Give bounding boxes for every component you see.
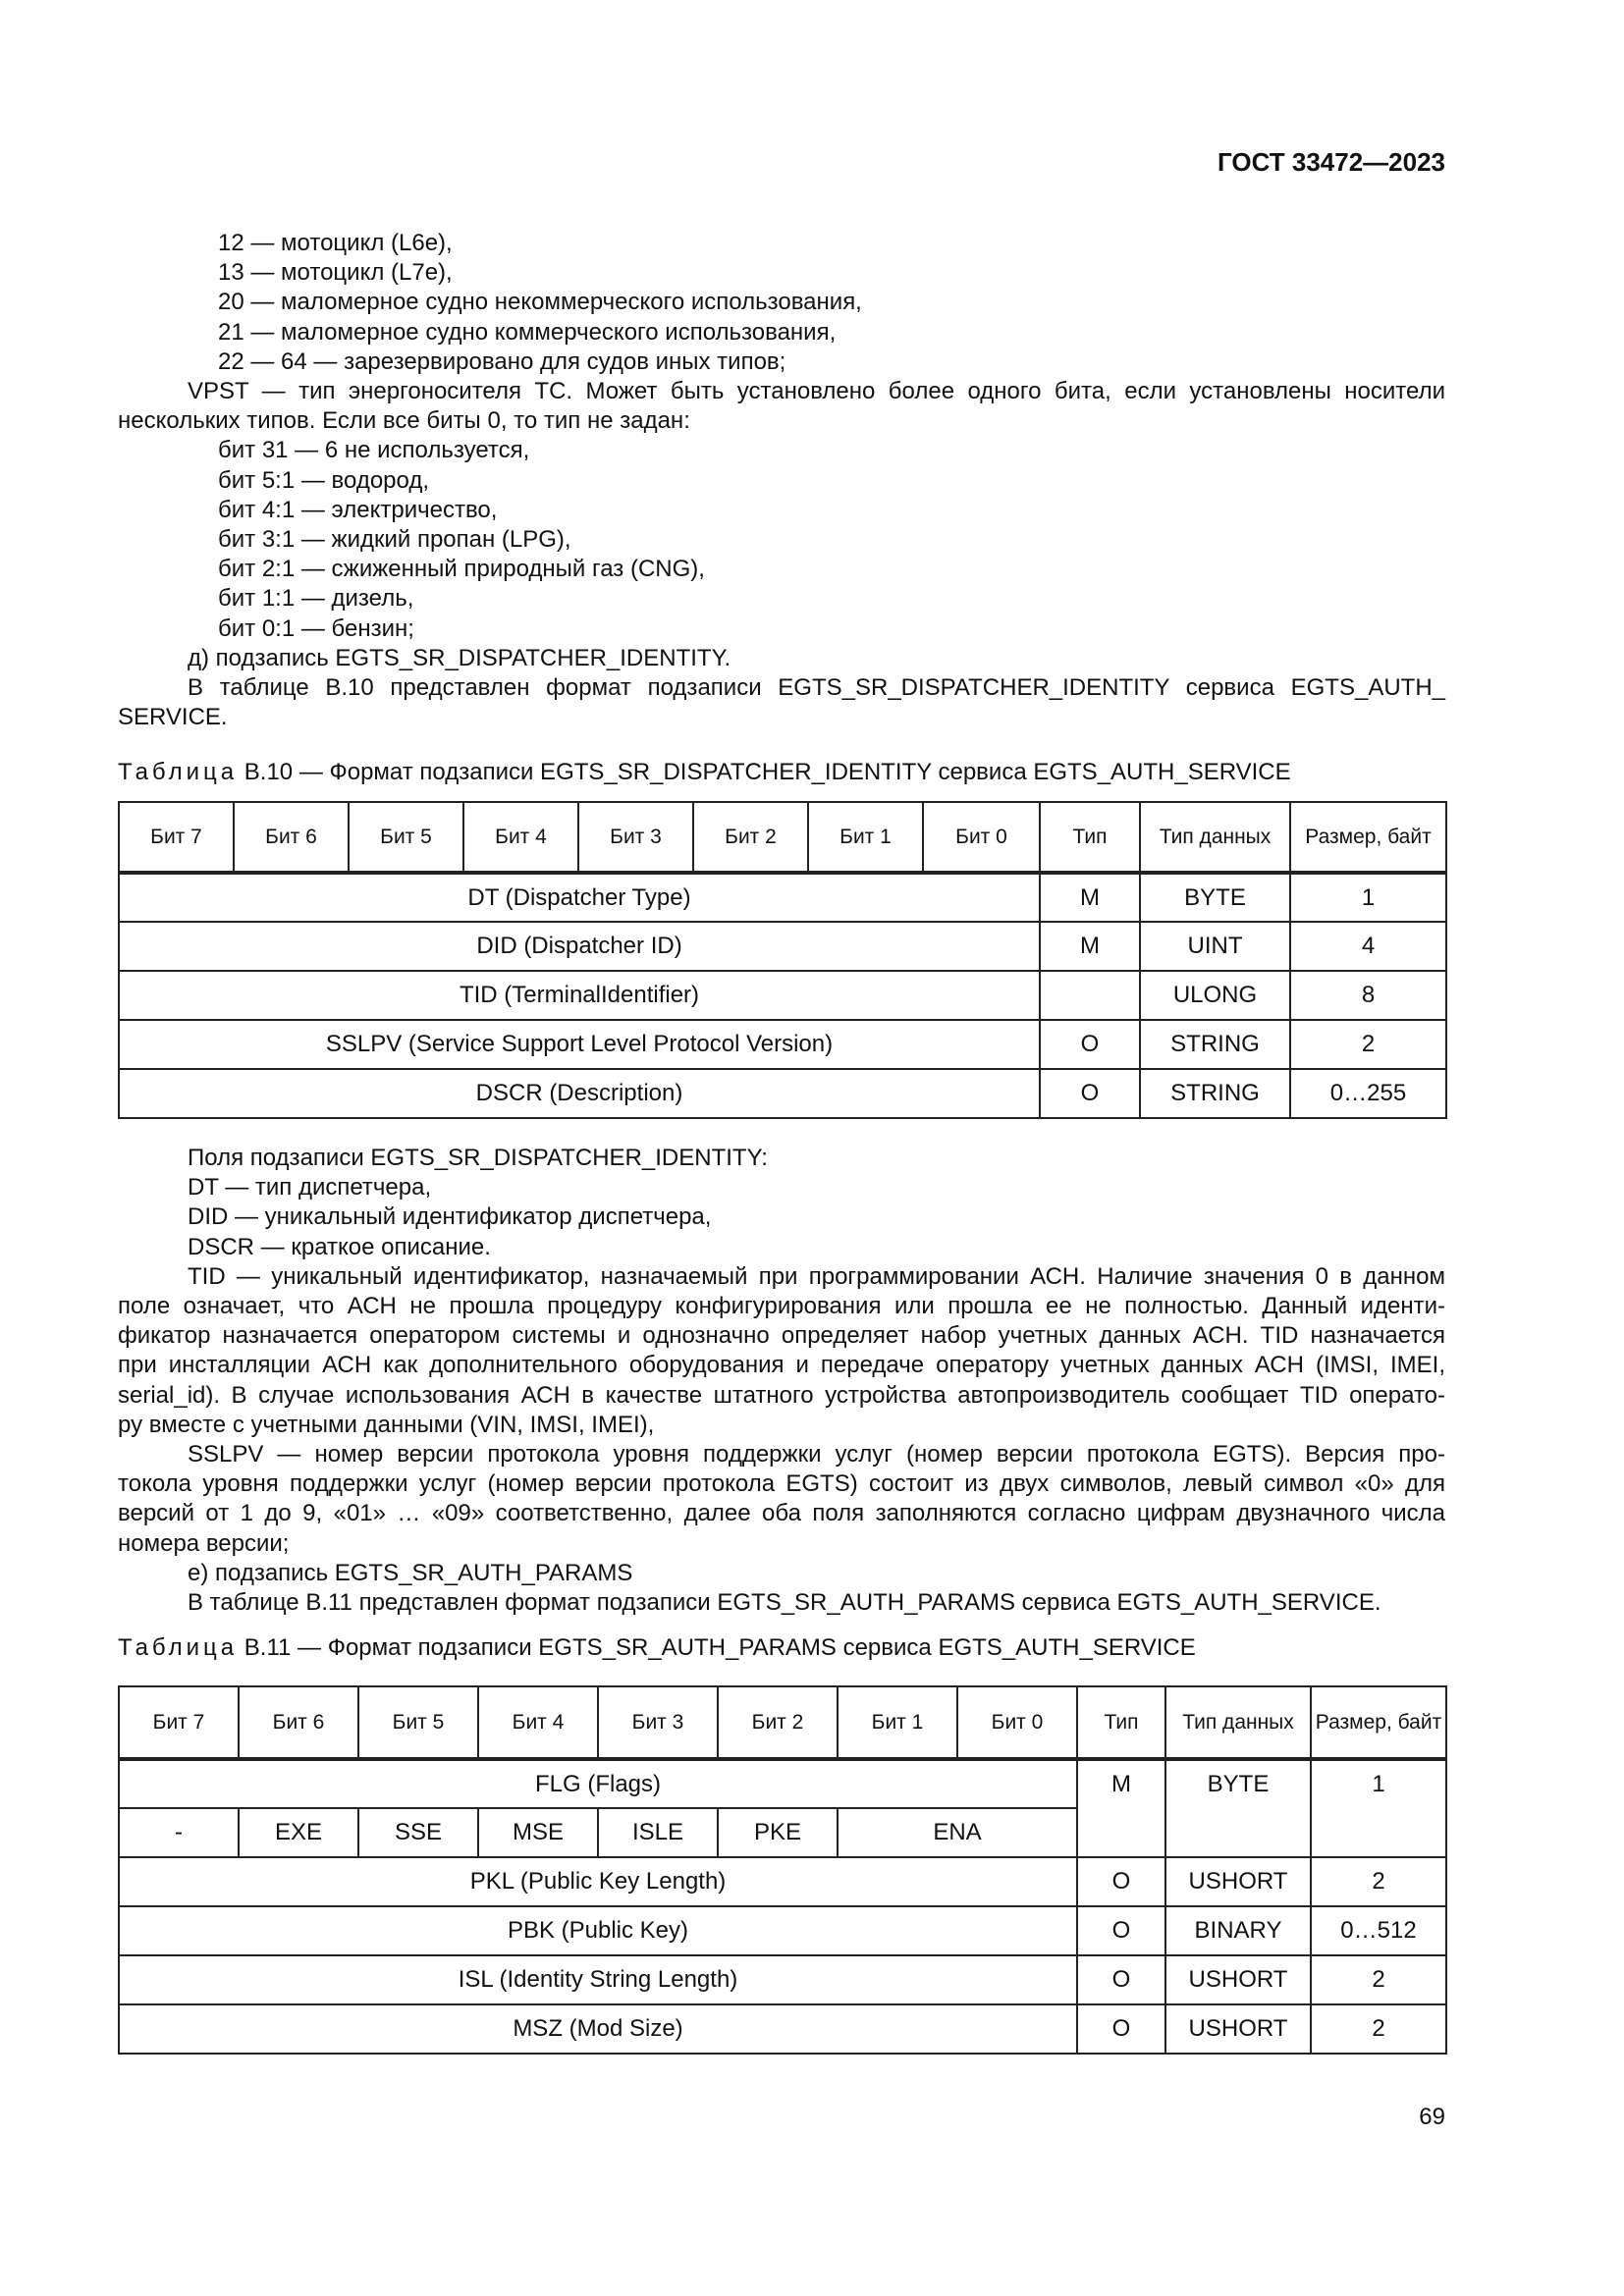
- table10-caption: [118, 758, 1291, 787]
- bit-cell: SSE: [358, 1808, 478, 1857]
- table11-header-row: [119, 1686, 1446, 1759]
- header-cell: Бит 2: [718, 1686, 838, 1759]
- table-row: [119, 873, 1446, 922]
- text-line: DSCR — краткое описание.: [188, 1233, 491, 1260]
- header-cell: Бит 4: [478, 1686, 598, 1759]
- header-cell: Бит 2: [693, 802, 808, 873]
- field-cell: PBK (Public Key): [119, 1906, 1077, 1955]
- text-line: 12 — мотоцикл (L6e),: [218, 230, 453, 256]
- bit-cell: -: [119, 1808, 239, 1857]
- text-line: бит 1:1 — дизель,: [218, 585, 414, 613]
- text-line: при инсталляции АСН как дополнительного оборудования и передаче оператору учетных данных АСН (IMSI, IMEI,: [118, 1352, 1445, 1379]
- table11-caption-prefix: Таблица: [118, 1634, 239, 1661]
- field-cell: DSCR (Description): [119, 1069, 1040, 1118]
- bit-cell: MSE: [478, 1808, 598, 1857]
- data-type-cell: STRING: [1140, 1069, 1290, 1118]
- type-cell: O: [1077, 1955, 1165, 2004]
- type-cell: M: [1040, 873, 1140, 922]
- type-cell: O: [1040, 1020, 1140, 1069]
- text-line: нескольких типов. Если все биты 0, то тип не задан:: [118, 407, 690, 435]
- table-row: [119, 1857, 1446, 1906]
- text-line: 21 — маломерное судно коммерческого использования,: [218, 318, 837, 346]
- text-line: токола уровня поддержки услуг (номер версии протокола EGTS) состоит из двух символов, левый символ «0» для: [118, 1470, 1445, 1498]
- data-type-cell: ULONG: [1140, 971, 1290, 1020]
- table10-caption-text: В.10 — Формат подзаписи EGTS_SR_DISPATCHER_IDENTITY сервиса EGTS_AUTH_SERVICE: [244, 759, 1291, 785]
- size-cell: 2: [1311, 2004, 1446, 2054]
- data-type-cell: UINT: [1140, 922, 1290, 971]
- table10: [118, 801, 1447, 1119]
- field-cell: MSZ (Mod Size): [119, 2004, 1077, 2054]
- field-cell: SSLPV (Service Support Level Protocol Version): [119, 1020, 1040, 1069]
- text-line: SSLPV — номер версии протокола уровня поддержки услуг (номер версии протокола EGTS). Версия про-: [188, 1441, 1445, 1468]
- table-row: [119, 2004, 1446, 2054]
- field-cell: TID (TerminalIdentifier): [119, 971, 1040, 1020]
- type-cell: [1040, 971, 1140, 1020]
- table-row: [119, 1069, 1446, 1118]
- data-type-cell: STRING: [1140, 1020, 1290, 1069]
- table10-header-row: [119, 802, 1446, 873]
- standard-header: ГОСТ 33472—2023: [1218, 147, 1445, 177]
- type-cell: O: [1077, 2004, 1165, 2054]
- text-line: DID — уникальный идентификатор диспетчера,: [188, 1203, 712, 1231]
- text-line: бит 4:1 — электричество,: [218, 496, 498, 523]
- header-cell: Тип данных: [1140, 802, 1290, 873]
- header-cell: Тип: [1077, 1686, 1165, 1759]
- type-cell: M: [1040, 922, 1140, 971]
- text-line: VPST — тип энергоносителя ТС. Может быть установлено более одного бита, если установлены носители: [188, 378, 1445, 405]
- text-line: TID — уникальный идентификатор, назначаемый при программировании АСН. Наличие значения 0 в данном: [188, 1262, 1445, 1290]
- table-row: [119, 922, 1446, 971]
- size-cell: 4: [1290, 922, 1446, 971]
- middle-text-block: [118, 1144, 1445, 1618]
- bit-cell: EXE: [239, 1808, 358, 1857]
- text-line: бит 2:1 — сжиженный природный газ (CNG),: [218, 556, 705, 583]
- table-row: [119, 971, 1446, 1020]
- table11: [118, 1685, 1447, 2055]
- text-line: 13 — мотоцикл (L7e),: [218, 259, 453, 287]
- size-cell: 1: [1290, 873, 1446, 922]
- table11-caption-text: В.11 — Формат подзаписи EGTS_SR_AUTH_PARAMS сервиса EGTS_AUTH_SERVICE: [244, 1634, 1196, 1661]
- header-cell: Бит 6: [239, 1686, 358, 1759]
- text-line: бит 31 — 6 не используется,: [218, 437, 530, 464]
- size-cell: 0…255: [1290, 1069, 1446, 1118]
- header-cell: Бит 7: [119, 802, 234, 873]
- text-line: ру вместе с учетными данными (VIN, IMSI, IMEI),: [118, 1411, 655, 1438]
- header-cell: Бит 3: [578, 802, 693, 873]
- type-cell: O: [1077, 1906, 1165, 1955]
- text-line: DT — тип диспетчера,: [188, 1174, 432, 1201]
- header-cell: Бит 0: [957, 1686, 1077, 1759]
- table-row: [119, 1020, 1446, 1069]
- data-type-cell: BYTE: [1140, 873, 1290, 922]
- type-cell: O: [1040, 1069, 1140, 1118]
- table10-caption-prefix: Таблица: [118, 759, 239, 785]
- size-cell: 8: [1290, 971, 1446, 1020]
- text-line: serial_id). В случае использования АСН в качестве штатного устройства автопроизводитель сообщает TID операто-: [118, 1381, 1445, 1409]
- page-number: 69: [1419, 2104, 1445, 2130]
- text-line: 22 — 64 — зарезервировано для судов иных типов;: [218, 347, 786, 375]
- field-cell: ISL (Identity String Length): [119, 1955, 1077, 2004]
- table-row: [119, 1955, 1446, 2004]
- text-line: бит 3:1 — жидкий пропан (LPG),: [218, 526, 571, 554]
- size-cell: 0…512: [1311, 1906, 1446, 1955]
- text-line: е) подзапись EGTS_SR_AUTH_PARAMS: [188, 1559, 633, 1586]
- text-line: версий от 1 до 9, «01» … «09» соответственно, далее оба поля заполняются согласно цифрам двузначного числа: [118, 1500, 1445, 1527]
- header-cell: Бит 3: [598, 1686, 718, 1759]
- size-cell: 1: [1311, 1759, 1446, 1857]
- text-line: В таблице В.10 представлен формат подзаписи EGTS_SR_DISPATCHER_IDENTITY сервиса EGTS_AUTH_: [188, 674, 1445, 702]
- bit-cell: ISLE: [598, 1808, 718, 1857]
- text-line: д) подзапись EGTS_SR_DISPATCHER_IDENTITY.: [188, 644, 731, 671]
- header-cell: Бит 5: [358, 1686, 478, 1759]
- header-cell: Размер, байт: [1290, 802, 1446, 873]
- text-line: Поля подзаписи EGTS_SR_DISPATCHER_IDENTITY:: [188, 1145, 768, 1171]
- text-line: бит 5:1 — водород,: [218, 466, 430, 494]
- header-cell: Бит 1: [838, 1686, 957, 1759]
- type-cell: M: [1077, 1759, 1165, 1857]
- data-type-cell: USHORT: [1165, 2004, 1311, 2054]
- header-cell: Бит 0: [923, 802, 1040, 873]
- size-cell: 2: [1311, 1857, 1446, 1906]
- flags-row: [119, 1759, 1446, 1808]
- text-line: 20 — маломерное судно некоммерческого использования,: [218, 289, 862, 316]
- text-line: поле означает, что АСН не прошла процедуру конфигурирования или прошла ее не полностью. Данный иденти-: [118, 1293, 1445, 1320]
- table11-caption: [118, 1633, 1196, 1663]
- size-cell: 2: [1290, 1020, 1446, 1069]
- text-line: номера версии;: [118, 1529, 290, 1557]
- data-type-cell: USHORT: [1165, 1955, 1311, 2004]
- data-type-cell: BYTE: [1165, 1759, 1311, 1857]
- table-row: [119, 1906, 1446, 1955]
- header-cell: Бит 5: [349, 802, 463, 873]
- bit-cell: ENA: [838, 1808, 1077, 1857]
- field-cell: DID (Dispatcher ID): [119, 922, 1040, 971]
- flags-field-cell: FLG (Flags): [119, 1759, 1077, 1808]
- header-cell: Бит 1: [808, 802, 923, 873]
- text-line: В таблице В.11 представлен формат подзаписи EGTS_SR_AUTH_PARAMS сервиса EGTS_AUTH_SERVICE.: [188, 1589, 1381, 1617]
- header-cell: Тип: [1040, 802, 1140, 873]
- field-cell: DT (Dispatcher Type): [119, 873, 1040, 922]
- top-text-block: [118, 229, 1445, 732]
- header-cell: Бит 6: [234, 802, 349, 873]
- text-line: SERVICE.: [118, 704, 228, 731]
- header-cell: Бит 7: [119, 1686, 239, 1759]
- header-cell: Тип данных: [1165, 1686, 1311, 1759]
- header-cell: Бит 4: [463, 802, 578, 873]
- size-cell: 2: [1311, 1955, 1446, 2004]
- bit-cell: PKE: [718, 1808, 838, 1857]
- text-line: бит 0:1 — бензин;: [218, 614, 414, 642]
- header-cell: Размер, байт: [1311, 1686, 1446, 1759]
- type-cell: O: [1077, 1857, 1165, 1906]
- data-type-cell: USHORT: [1165, 1857, 1311, 1906]
- data-type-cell: BINARY: [1165, 1906, 1311, 1955]
- field-cell: PKL (Public Key Length): [119, 1857, 1077, 1906]
- text-line: фикатор назначается оператором системы и однозначно определяет набор учетных данных АСН. TID назначается: [118, 1322, 1445, 1350]
